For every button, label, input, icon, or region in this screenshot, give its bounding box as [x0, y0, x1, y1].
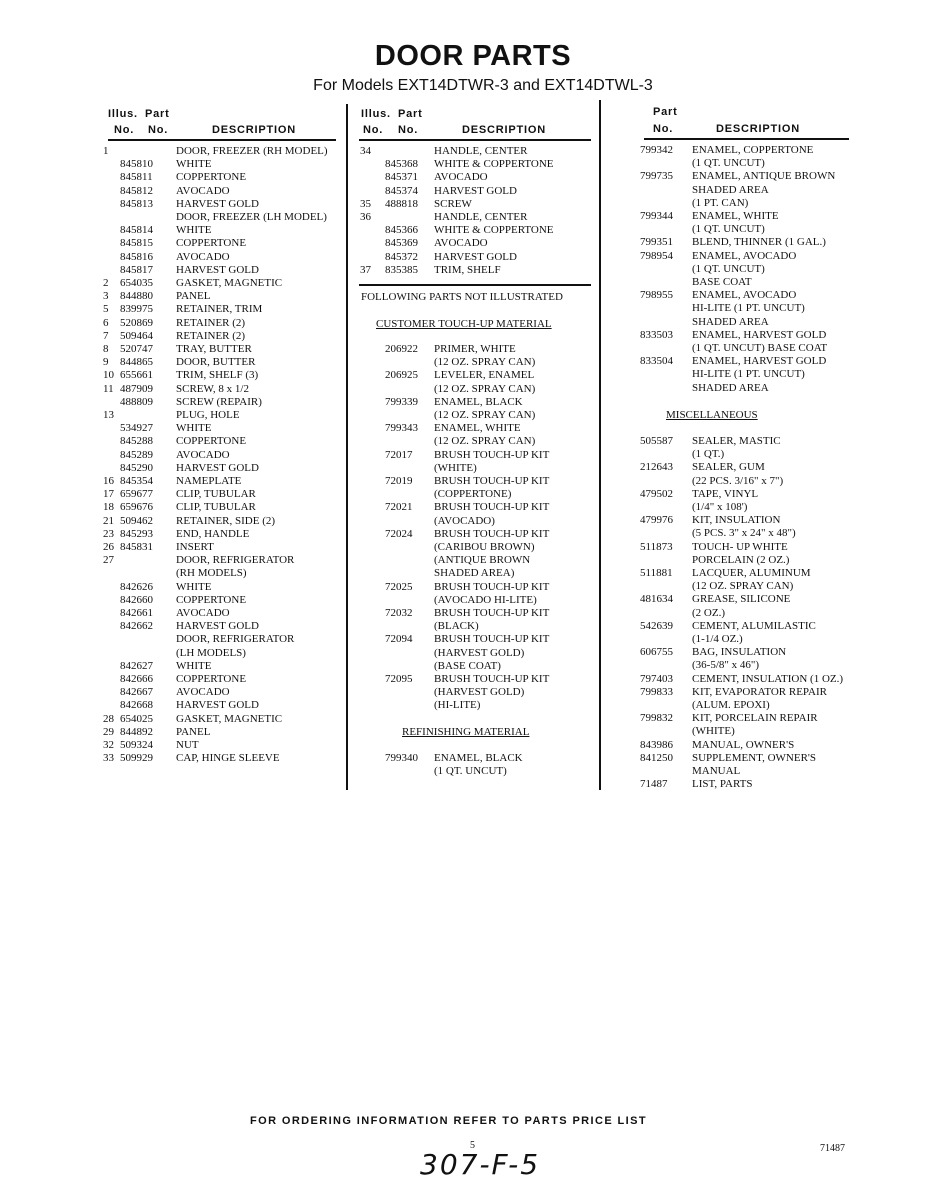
illus-number: 3 — [103, 290, 109, 303]
part-description: HARVEST GOLD — [176, 263, 259, 276]
illus-number: 1 — [103, 145, 109, 157]
part-description: (22 PCS. 3/16" x 7") — [692, 474, 784, 487]
part-number: 845814 — [120, 224, 153, 237]
part-number: 511873 — [640, 540, 673, 553]
part-number: 842627 — [120, 659, 153, 672]
part-number: 845817 — [120, 263, 153, 276]
part-number: 844865 — [120, 356, 153, 369]
part-description: TRIM, SHELF (3) — [176, 369, 259, 382]
part-number: 509462 — [120, 514, 153, 527]
illus-number: 21 — [103, 514, 114, 527]
part-number: 606755 — [640, 646, 673, 659]
part-number: 488818 — [385, 197, 418, 210]
part-number: 799351 — [640, 236, 673, 249]
header-part: Part — [398, 108, 423, 120]
part-description: AVOCADO — [176, 448, 230, 461]
part-description: (LH MODELS) — [176, 646, 246, 659]
part-description: WHITE — [176, 422, 212, 435]
part-number: 833504 — [640, 355, 673, 368]
header-illus: Illus. — [361, 108, 391, 120]
part-description: ENAMEL, COPPERTONE — [692, 144, 814, 156]
part-number: 487909 — [120, 382, 153, 395]
part-description: HI-LITE (1 PT. UNCUT) — [692, 302, 805, 315]
part-description: (CARIBOU BROWN) — [434, 541, 535, 553]
customer-touchup-heading: CUSTOMER TOUCH-UP MATERIAL — [376, 318, 552, 330]
part-description: TAPE, VINYL — [692, 487, 759, 500]
part-description: (1 QT.) — [692, 448, 725, 461]
part-description: PRIMER, WHITE — [434, 343, 516, 355]
part-description: (HARVEST GOLD) — [434, 686, 525, 699]
part-number: 797403 — [640, 672, 673, 685]
part-description: CAP, HINGE SLEEVE — [176, 752, 280, 765]
page-number: 5 — [470, 1140, 475, 1151]
part-description: (2 OZ.) — [692, 606, 725, 619]
part-description: NAMEPLATE — [176, 475, 242, 487]
part-description: BASE COAT — [692, 276, 752, 288]
part-number: 845812 — [120, 184, 153, 197]
part-description: KIT, INSULATION — [692, 514, 781, 527]
part-number: 511881 — [640, 567, 673, 579]
part-number: 655661 — [120, 369, 153, 382]
part-number: 845290 — [120, 461, 153, 474]
part-description: MANUAL — [692, 765, 741, 777]
part-number: 845816 — [120, 250, 153, 263]
part-number: 72032 — [385, 607, 413, 619]
part-description: (12 OZ. SPRAY CAN) — [434, 409, 536, 421]
part-description: (COPPERTONE) — [434, 488, 512, 501]
part-description: (AVOCADO HI-LITE) — [434, 593, 537, 606]
header-no: No. — [398, 124, 419, 136]
part-description: (BASE COAT) — [434, 659, 501, 672]
part-description: LEVELER, ENAMEL — [434, 369, 535, 382]
part-description: LIST, PARTS — [692, 778, 753, 791]
part-description: INSERT — [176, 541, 214, 553]
part-description: GREASE, SILICONE — [692, 593, 791, 606]
part-number: 520869 — [120, 316, 153, 329]
part-number: 845369 — [385, 237, 418, 250]
part-description: HARVEST GOLD — [176, 699, 259, 712]
part-description: COPPERTONE — [176, 237, 247, 250]
part-number: 842661 — [120, 607, 153, 619]
part-number: 842666 — [120, 673, 153, 685]
part-number: 798955 — [640, 289, 673, 302]
part-description: DOOR, REFRIGERATOR — [176, 633, 295, 646]
illus-number: 27 — [103, 554, 114, 567]
part-description: ENAMEL, WHITE — [692, 210, 779, 222]
part-description: (1 QT. UNCUT) BASE COAT — [692, 342, 828, 354]
part-description: (1 QT. UNCUT) — [692, 262, 765, 275]
part-number: 542639 — [640, 619, 673, 632]
part-description: SCREW, 8 x 1/2 — [176, 382, 249, 395]
part-number: 654025 — [120, 712, 153, 725]
part-number: 72017 — [385, 448, 413, 461]
header-illus: Illus. — [108, 108, 138, 120]
illus-number: 36 — [360, 211, 371, 223]
part-description: DOOR, REFRIGERATOR — [176, 554, 295, 567]
part-number: 799344 — [640, 210, 673, 222]
header-rule — [359, 139, 591, 141]
header-no: No. — [114, 124, 135, 136]
part-description: AVOCADO — [176, 607, 230, 619]
part-description: AVOCADO — [176, 250, 230, 263]
part-description: (36-5/8" x 46") — [692, 659, 760, 672]
part-description: WHITE & COPPERTONE — [434, 224, 554, 237]
illus-number: 26 — [103, 541, 114, 553]
part-description: BRUSH TOUCH-UP KIT — [434, 633, 550, 646]
part-description: BRUSH TOUCH-UP KIT — [434, 527, 550, 540]
part-number: 72019 — [385, 475, 413, 487]
page-subtitle: For Models EXT14DTWR-3 and EXT14DTWL-3 — [313, 77, 653, 94]
part-description: WHITE — [176, 580, 212, 593]
part-description: (12 OZ. SPRAY CAN) — [692, 580, 794, 593]
part-description: KIT, EVAPORATOR REPAIR — [692, 685, 827, 698]
illus-number: 17 — [103, 488, 114, 501]
part-number: 835385 — [385, 263, 418, 276]
part-number: 842626 — [120, 580, 153, 593]
part-description: AVOCADO — [434, 237, 488, 250]
part-number: 844880 — [120, 290, 153, 303]
part-description: COPPERTONE — [176, 171, 247, 184]
part-number: 845810 — [120, 158, 153, 171]
part-description: AVOCADO — [434, 171, 488, 184]
illus-number: 18 — [103, 501, 114, 514]
part-number: 843986 — [640, 738, 673, 751]
illus-number: 32 — [103, 739, 114, 751]
header-rule — [108, 139, 336, 141]
handwritten-note: 307-F-5 — [420, 1148, 541, 1181]
column-divider — [346, 104, 348, 790]
illus-number: 29 — [103, 725, 114, 738]
not-illustrated-label: FOLLOWING PARTS NOT ILLUSTRATED — [361, 291, 563, 303]
part-description: KIT, PORCELAIN REPAIR — [692, 712, 818, 725]
part-description: SHADED AREA — [692, 381, 769, 394]
part-number: 72094 — [385, 633, 413, 646]
part-description: MANUAL, OWNER'S — [692, 738, 795, 751]
part-description: (ANTIQUE BROWN — [434, 554, 531, 567]
part-description: ENAMEL, AVOCADO — [692, 289, 797, 302]
part-description: ENAMEL, HARVEST GOLD — [692, 328, 827, 341]
part-number: 845366 — [385, 224, 418, 237]
part-number: 845811 — [120, 171, 153, 184]
part-description: ENAMEL, ANTIQUE BROWN — [692, 170, 836, 183]
illus-number: 7 — [103, 329, 109, 342]
part-description: SEALER, GUM — [692, 461, 765, 474]
part-description: PANEL — [176, 725, 211, 738]
part-description: CLIP, TUBULAR — [176, 488, 256, 501]
part-number: 845368 — [385, 158, 418, 171]
part-description: TRIM, SHELF — [434, 263, 501, 276]
part-description: SCREW (REPAIR) — [176, 395, 262, 408]
part-description: COPPERTONE — [176, 673, 247, 685]
illus-number: 13 — [103, 409, 114, 421]
part-description: WHITE & COPPERTONE — [434, 158, 554, 171]
illus-number: 35 — [360, 197, 371, 210]
part-number: 206922 — [385, 343, 418, 355]
part-number: 799342 — [640, 144, 673, 156]
part-description: DOOR, BUTTER — [176, 356, 256, 369]
part-description: (ALUM. EPOXI) — [692, 699, 770, 711]
part-description: ENAMEL, WHITE — [434, 422, 521, 435]
part-description: (WHITE) — [692, 725, 735, 738]
part-description: SHADED AREA — [692, 183, 769, 196]
part-number: 799339 — [385, 395, 418, 408]
part-number: 844892 — [120, 725, 153, 738]
part-description: RETAINER (2) — [176, 316, 246, 329]
part-number: 72025 — [385, 580, 413, 593]
part-description: (1 QT. UNCUT) — [434, 765, 507, 778]
part-number: 833503 — [640, 328, 673, 341]
part-description: (1/4" x 108') — [692, 501, 748, 513]
part-number: 72095 — [385, 673, 413, 685]
illus-number: 5 — [103, 303, 109, 316]
part-description: (HARVEST GOLD) — [434, 646, 525, 659]
part-description: PORCELAIN (2 OZ.) — [692, 553, 790, 566]
page-title: DOOR PARTS — [374, 40, 572, 72]
part-number: 659677 — [120, 488, 153, 501]
part-description: BRUSH TOUCH-UP KIT — [434, 673, 550, 685]
part-description: TOUCH- UP WHITE — [692, 540, 788, 553]
part-number: 845288 — [120, 435, 153, 448]
part-description: BAG, INSULATION — [692, 646, 787, 659]
header-part: Part — [653, 106, 678, 118]
part-number: 479976 — [640, 514, 673, 527]
part-description: HARVEST GOLD — [176, 197, 259, 210]
part-description: (5 PCS. 3" x 24" x 48") — [692, 527, 796, 540]
part-description: DOOR, FREEZER (RH MODEL) — [176, 145, 328, 157]
illus-number: 10 — [103, 369, 114, 382]
part-description: BRUSH TOUCH-UP KIT — [434, 475, 550, 487]
part-description: BRUSH TOUCH-UP KIT — [434, 580, 550, 593]
part-description: AVOCADO — [176, 686, 230, 699]
part-description: CEMENT, INSULATION (1 OZ.) — [692, 672, 844, 685]
part-description: BLEND, THINNER (1 GAL.) — [692, 236, 826, 249]
part-number: 488809 — [120, 395, 153, 408]
part-description: TRAY, BUTTER — [176, 343, 252, 355]
part-number: 509324 — [120, 739, 153, 751]
part-description: HARVEST GOLD — [434, 250, 517, 263]
part-number: 845374 — [385, 184, 418, 197]
part-number: 509464 — [120, 329, 153, 342]
part-description: (1 QT. UNCUT) — [692, 223, 765, 236]
part-number: 509929 — [120, 752, 153, 765]
illus-number: 2 — [103, 277, 109, 289]
part-description: RETAINER, SIDE (2) — [176, 514, 276, 527]
part-description: PANEL — [176, 290, 211, 303]
part-description: ENAMEL, AVOCADO — [692, 249, 797, 262]
illus-number: 23 — [103, 527, 114, 540]
part-number: 659676 — [120, 501, 153, 514]
part-description: ENAMEL, BLACK — [434, 752, 523, 764]
illus-number: 8 — [103, 343, 109, 355]
column-divider — [599, 100, 601, 790]
part-description: HANDLE, CENTER — [434, 145, 528, 157]
part-number: 479502 — [640, 487, 673, 500]
part-description: AVOCADO — [176, 184, 230, 197]
part-description: WHITE — [176, 659, 212, 672]
part-number: 71487 — [640, 778, 668, 791]
part-description: HARVEST GOLD — [176, 620, 259, 633]
header-no: No. — [363, 124, 384, 136]
part-description: (1-1/4 OZ.) — [692, 633, 743, 645]
part-description: GASKET, MAGNETIC — [176, 277, 283, 289]
part-description: COPPERTONE — [176, 593, 247, 606]
document-code: 71487 — [820, 1143, 845, 1154]
part-number: 654035 — [120, 277, 153, 289]
part-number: 845293 — [120, 527, 153, 540]
part-number: 845371 — [385, 171, 418, 184]
part-number: 845815 — [120, 237, 153, 250]
part-description: NUT — [176, 739, 199, 751]
section-rule — [359, 284, 591, 286]
part-description: ENAMEL, HARVEST GOLD — [692, 355, 827, 368]
illus-number: 28 — [103, 712, 114, 725]
part-description: SHADED AREA) — [434, 567, 515, 580]
header-no: No. — [653, 123, 674, 135]
part-description: SCREW — [434, 197, 472, 210]
part-description: COPPERTONE — [176, 435, 247, 448]
part-description: SEALER, MASTIC — [692, 435, 781, 447]
part-description: ENAMEL, BLACK — [434, 395, 523, 408]
part-number: 799832 — [640, 712, 673, 725]
part-number: 842668 — [120, 699, 153, 712]
part-description: GASKET, MAGNETIC — [176, 712, 283, 725]
illus-number: 37 — [360, 263, 371, 276]
part-number: 845813 — [120, 197, 153, 210]
part-number: 520747 — [120, 343, 153, 355]
part-description: DOOR, FREEZER (LH MODEL) — [176, 211, 327, 223]
illus-number: 16 — [103, 475, 114, 487]
part-number: 72024 — [385, 527, 413, 540]
part-description: BRUSH TOUCH-UP KIT — [434, 501, 550, 514]
part-description: CEMENT, ALUMILASTIC — [692, 619, 816, 632]
part-description: RETAINER (2) — [176, 329, 246, 342]
part-description: (1 QT. UNCUT) — [692, 157, 765, 170]
part-number: 799833 — [640, 685, 673, 698]
part-description: (12 OZ. SPRAY CAN) — [434, 382, 536, 395]
part-description: PLUG, HOLE — [176, 409, 240, 421]
ordering-note: FOR ORDERING INFORMATION REFER TO PARTS PRICE LIST — [250, 1115, 647, 1127]
part-number: 841250 — [640, 751, 673, 764]
part-number: 798954 — [640, 249, 673, 262]
part-description: (12 OZ. SPRAY CAN) — [434, 356, 536, 369]
part-description: HARVEST GOLD — [434, 184, 517, 197]
part-description: SUPPLEMENT, OWNER'S — [692, 751, 817, 764]
illus-number: 34 — [360, 145, 371, 157]
part-description: (AVOCADO) — [434, 514, 495, 527]
miscellaneous-heading: MISCELLANEOUS — [666, 409, 758, 421]
part-number: 845354 — [120, 475, 153, 487]
part-description: BRUSH TOUCH-UP KIT — [434, 448, 550, 461]
part-number: 845372 — [385, 250, 418, 263]
header-description: DESCRIPTION — [716, 123, 800, 135]
refinishing-heading: REFINISHING MATERIAL — [402, 726, 530, 738]
part-number: 206925 — [385, 369, 418, 382]
illus-number: 9 — [103, 356, 109, 369]
part-number: 842660 — [120, 593, 153, 606]
part-number: 839975 — [120, 303, 153, 316]
part-number: 505587 — [640, 435, 673, 447]
part-number: 534927 — [120, 422, 153, 435]
part-number: 799343 — [385, 422, 418, 435]
part-description: HANDLE, CENTER — [434, 211, 528, 223]
header-description: DESCRIPTION — [212, 124, 296, 136]
part-number: 799735 — [640, 170, 673, 183]
part-number: 72021 — [385, 501, 413, 514]
header-part: Part — [145, 108, 170, 120]
part-description: (BLACK) — [434, 620, 479, 633]
part-description: (HI-LITE) — [434, 699, 481, 712]
part-number: 845289 — [120, 448, 153, 461]
part-description: LACQUER, ALUMINUM — [692, 567, 811, 579]
illus-number: 33 — [103, 752, 114, 765]
part-description: WHITE — [176, 158, 212, 171]
part-description: (RH MODELS) — [176, 567, 247, 580]
header-rule — [644, 138, 849, 140]
part-description: CLIP, TUBULAR — [176, 501, 256, 514]
part-number: 842662 — [120, 620, 153, 633]
part-number: 842667 — [120, 686, 153, 699]
part-description: END, HANDLE — [176, 527, 250, 540]
part-description: HI-LITE (1 PT. UNCUT) — [692, 368, 805, 381]
header-description: DESCRIPTION — [462, 124, 546, 136]
part-description: RETAINER, TRIM — [176, 303, 263, 316]
part-description: WHITE — [176, 224, 212, 237]
illus-number: 11 — [103, 382, 114, 395]
part-description: (1 PT. CAN) — [692, 196, 749, 209]
part-description: SHADED AREA — [692, 315, 769, 328]
part-description: (WHITE) — [434, 461, 477, 474]
part-number: 481634 — [640, 593, 673, 606]
part-number: 212643 — [640, 461, 673, 474]
part-description: (12 OZ. SPRAY CAN) — [434, 435, 536, 448]
part-description: HARVEST GOLD — [176, 461, 259, 474]
illus-number: 6 — [103, 316, 109, 329]
part-number: 845831 — [120, 541, 153, 553]
header-no: No. — [148, 124, 169, 136]
part-number: 799340 — [385, 752, 418, 764]
part-description: BRUSH TOUCH-UP KIT — [434, 607, 550, 619]
